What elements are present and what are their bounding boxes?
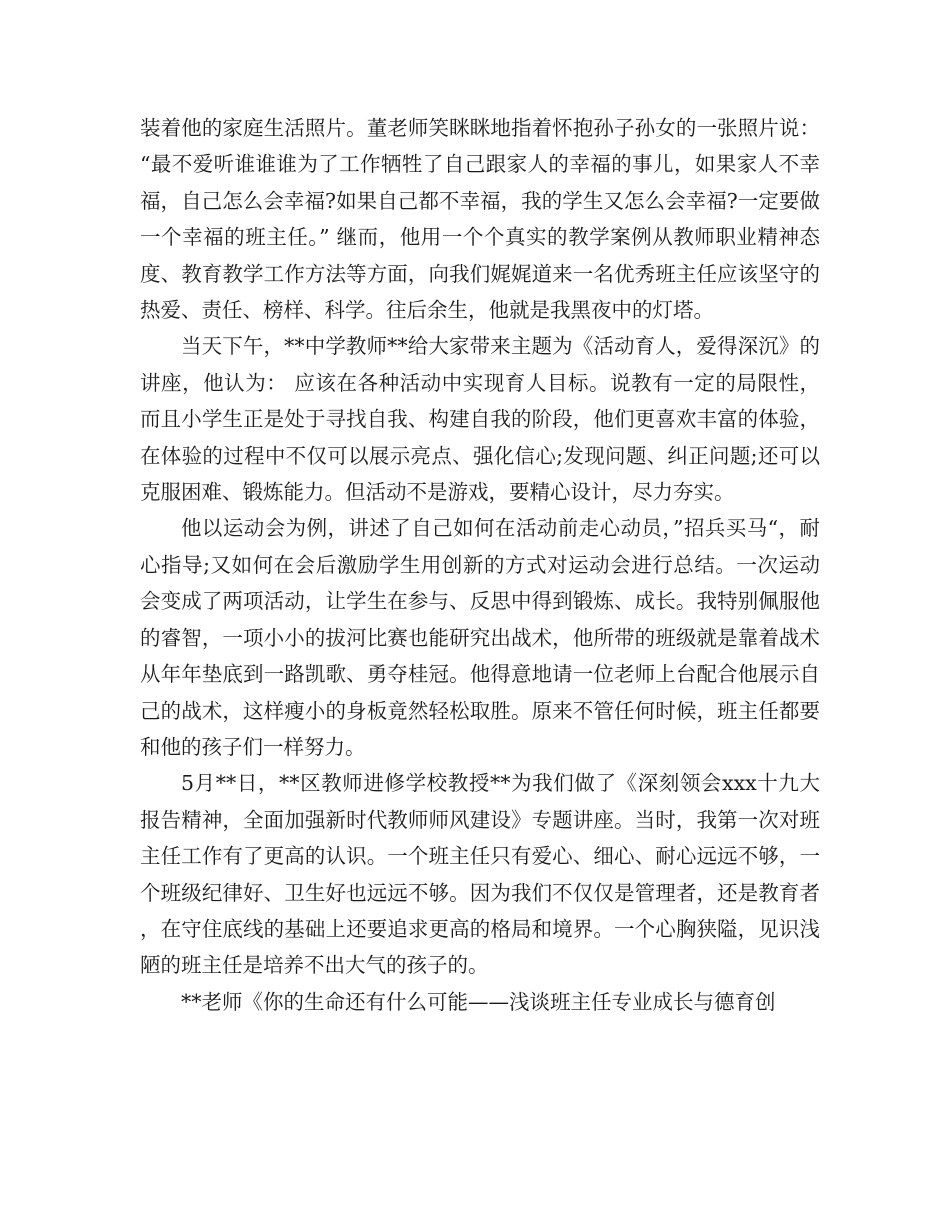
paragraph-sports-meeting-example: 他以运动会为例，讲述了自己如何在活动前走心动员，”招兵买马“，耐心指导;又如何在会后激励学生用创新的方式对运动会进行总结。一次运动会变成了两项活动，让学生在参与、反思中得到锻炼、成长。我特别佩服他的睿智，一项小小的拔河比赛也能研究出战术，他所带的班级就是靠着战术从年年垫底到一路凯歌、勇夺桂冠。他得意地请一位老师上台配合他展示自己的战术，这样瘦小的身板竟然轻松取胜。原来不管任何时候，班主任都要和他的孩子们一样努力。 [140, 516, 820, 759]
paragraph-teacher-ethics-lecture: 5月**日，**区教师进修学校教授**为我们做了《深刻领会xxx十九大报告精神，全面加强新时代教师师风建设》专题讲座。当时，我第一次对班主任工作有了更高的认识。一个班主任只有爱心、细心、耐心远远不够，一个班级纪律好、卫生好也远远不够。因为我们不仅仅是管理者，还是教育者，在守住底线的基础上还要追求更高的格局和境界。一个心胸狭隘，见识浅陋的班主任是培养不出大气的孩子的。 [140, 771, 820, 978]
paragraph-activity-education-lecture: 当天下午，**中学教师**给大家带来主题为《活动育人，爱得深沉》的讲座，他认为： 应该在各种活动中实现育人目标。说教有一定的局限性，而且小学生正是处于寻找自我、构建自我的阶段，他们更喜欢丰富的体验，在体验的过程中不仅可以展示亮点、强化信心;发现问题、纠正问题;还可以克服困难、锻炼能力。但活动不是游戏，要精心设计，尽力夯实。 [140, 334, 820, 505]
paragraph-life-possibilities-lecture: **老师《你的生命还有什么可能——浅谈班主任专业成长与德育创 [181, 989, 776, 1014]
paragraph-family-photos: 装着他的家庭生活照片。董老师笑眯眯地指着怀抱孙子孙女的一张照片说：“最不爱听谁谁谁为了工作牺牲了自己跟家人的幸福的事儿，如果家人不幸福，自己怎么会幸福?如果自己都不幸福，我的学生又怎么会幸福?一定要做一个幸福的班主任。” 继而，他用一个个真实的教学案例从教师职业精神态度、教育教学工作方法等方面，向我们娓娓道来一名优秀班主任应该坚守的热爱、责任、榜样、科学。往后余生，他就是我黑夜中的灯塔。 [140, 116, 820, 323]
document-body [140, 110, 820, 1020]
